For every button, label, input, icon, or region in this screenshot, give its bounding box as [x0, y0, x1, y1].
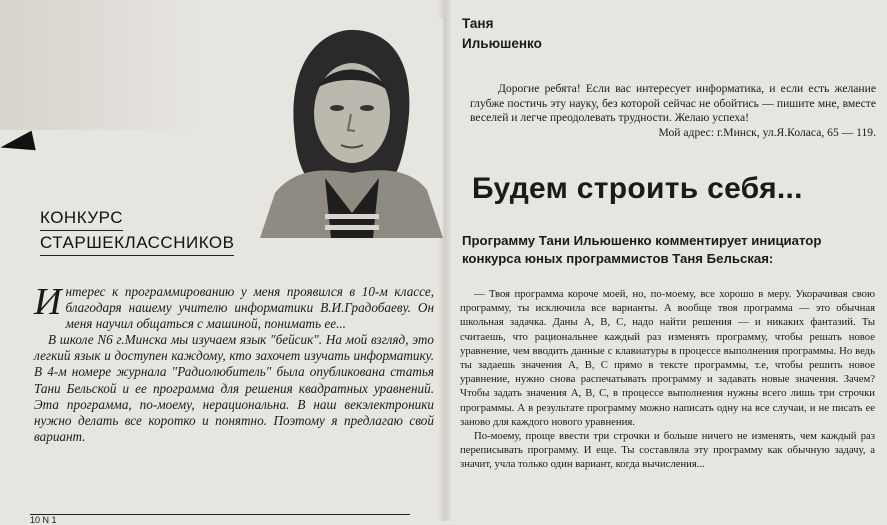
address-line: Мой адрес: г.Минск, ул.Я.Коласа, 65 — 119.	[658, 125, 876, 139]
right-column-text	[460, 287, 875, 472]
page-folio: 10 N 1	[30, 514, 410, 525]
section-title-line2: СТАРШЕКЛАССНИКОВ	[40, 231, 234, 256]
left-paragraph-1-text: нтерес к программированию у меня проявился в 10-м классе, благодаря нашему учителю информатики В.И.Градобаеву. Он меня научил общаться с машиной, понимать ее...	[65, 284, 434, 332]
author-name	[462, 14, 542, 54]
section-title	[40, 206, 280, 256]
address-note-text: Дорогие ребята! Если вас интересует информатика, и если есть желание глубже постичь эту науку, без которой сейчас не обойтись — пишите мне, вместе веселей и легче преодолевать трудности. Желаю успеха!	[470, 82, 876, 124]
left-paragraph-1	[34, 281, 434, 332]
right-paragraph-1: — Твоя программа короче моей, но, по-моему, все хорошо в меру. Укорачивая свою программу, ты исключила все варианты. А вообще твоя программа — это обычная школьная задачка. Даны А, В, С, надо найти решения — и никаких фантазий. Ты считаешь, что рациональнее каждый раз изменять программу, чтобы решать новое уравнение, чем вводить данные с клавиатуры в процессе выполнения программы. Но ведь ты задаешь значения А, В, С прямо в тексте программы, т.е, чтобы решить новое уравнение, нужно снова распечатывать программу и задавать новые значения. Зачем? Чтобы задать значения А, В, С, в процессе выполнения нужны всего лишь три строчки программы. А в результате программу можно написать одну на все случаи, и не писать ее заново для каждого нового уравнения.	[460, 288, 875, 428]
author-last-name: Ильюшенко	[462, 36, 542, 51]
drop-cap: И	[34, 281, 62, 323]
right-paragraph-2: По-моему, проще ввести три строчки и больше ничего не изменять, чем каждый раз переписывать программу. И еще. Ты составляла эту программу как обычную задачу, а значит, учла только один вариант, когда вычисления...	[460, 430, 875, 471]
article-lead: Программу Тани Ильюшенко комментирует инициатор конкурса юных программистов Таня Бельская:	[462, 233, 822, 266]
left-paragraph-2: В школе N6 г.Минска мы изучаем язык "бейсик". На мой взгляд, это легкий язык и доступен каждому, кто захочет изучать информатику. В 4-м номере журнала "Радиолюбитель" была опубликована статья Тани Бельской и ее программа для решения квадратных уравнений. Эта программа, по-моему, нерациональна. В наш векэлектроники нужно делать все коротко и понятно. Поэтому я предлагаю свой вариант.	[34, 332, 434, 444]
section-title-line1: КОНКУРС	[40, 206, 123, 231]
arrow-marker-icon	[0, 131, 36, 158]
author-address-note	[470, 82, 876, 140]
portrait-photo	[255, 18, 443, 238]
portrait-illustration	[255, 18, 443, 238]
article-headline: Будем строить себя...	[472, 172, 803, 205]
page-shade	[0, 0, 200, 130]
left-column-text	[34, 281, 434, 445]
author-first-name: Таня	[462, 16, 494, 31]
